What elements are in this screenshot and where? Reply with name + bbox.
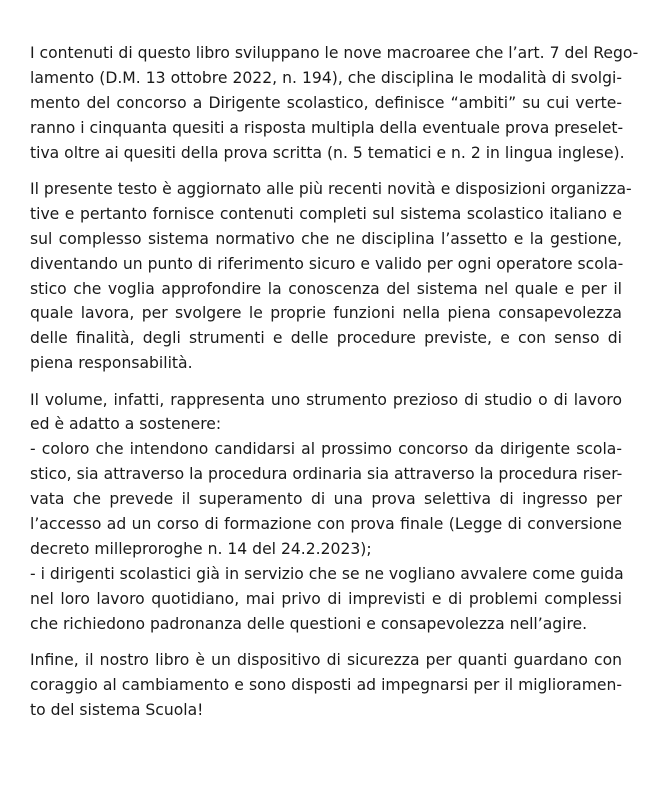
text-line: tive e pertanto fornisce contenuti completi sul sistema scolastico italiano e — [30, 204, 622, 223]
text-line: ed è adatto a sostenere: — [30, 415, 222, 434]
text-line: sul complesso sistema normativo che ne disciplina l’assetto e la gestione, — [30, 229, 622, 248]
text-line: che richiedono padronanza delle questioni e consapevolezza nell’agire. — [30, 614, 588, 633]
text-line: piena responsabilità. — [30, 354, 193, 373]
text-line: l’accesso ad un corso di formazione con prova finale (Legge di conversione — [30, 515, 622, 534]
paragraph-intro — [30, 41, 639, 165]
text-line: to del sistema Scuola! — [30, 700, 204, 719]
text-line: mento del concorso a Dirigente scolastico, definisce “ambiti” su cui verte- — [30, 93, 622, 112]
text-line: vata che prevede il superamento di una prova selettiva di ingresso per — [30, 490, 622, 509]
text-line: ranno i cinquanta quesiti a risposta multipla della eventuale prova preselet- — [30, 118, 624, 137]
text-line: Il presente testo è aggiornato alle più recenti novità e disposizioni organizza- — [30, 179, 632, 198]
document-page — [30, 41, 639, 734]
text-line: - coloro che intendono candidarsi al prossimo concorso da dirigente scola- — [30, 440, 622, 459]
text-line: quale lavora, per svolgere le proprie funzioni nella piena consapevolezza — [30, 304, 622, 323]
text-line: lamento (D.M. 13 ottobre 2022, n. 194), che disciplina le modalità di svolgi- — [30, 68, 622, 87]
text-line: I contenuti di questo libro sviluppano le nove macroaree che l’art. 7 del Rego- — [30, 44, 639, 62]
text-line: stico che voglia approfondire la conoscenza del sistema nel quale e per il — [30, 279, 622, 298]
text-line: nel loro lavoro quotidiano, mai privo di imprevisti e di problemi complessi — [30, 589, 622, 608]
text-line: - i dirigenti scolastici già in servizio che se ne vogliano avvalere come guida — [30, 564, 624, 583]
text-line: decreto milleproroghe n. 14 del 24.2.2023); — [30, 539, 372, 558]
text-line: stico, sia attraverso la procedura ordinaria sia attraverso la procedura riser- — [30, 465, 623, 484]
text-line: diventando un punto di riferimento sicuro e valido per ogni operatore scola- — [30, 254, 624, 273]
paragraph-closing — [30, 648, 622, 723]
text-line: Il volume, infatti, rappresenta uno strumento prezioso di studio o di lavoro — [30, 390, 622, 409]
text-line: tiva oltre ai quesiti della prova scritta (n. 5 tematici e n. 2 in lingua inglese). — [30, 143, 625, 162]
text-line: Infine, il nostro libro è un dispositivo di sicurezza per quanti guardano con — [30, 650, 622, 669]
paragraph-update — [30, 177, 632, 376]
paragraph-audience — [30, 388, 622, 637]
text-line: coraggio al cambiamento e sono disposti ad impegnarsi per il miglioramen- — [30, 675, 622, 694]
text-line: delle finalità, degli strumenti e delle procedure previste, e con senso di — [30, 329, 622, 348]
